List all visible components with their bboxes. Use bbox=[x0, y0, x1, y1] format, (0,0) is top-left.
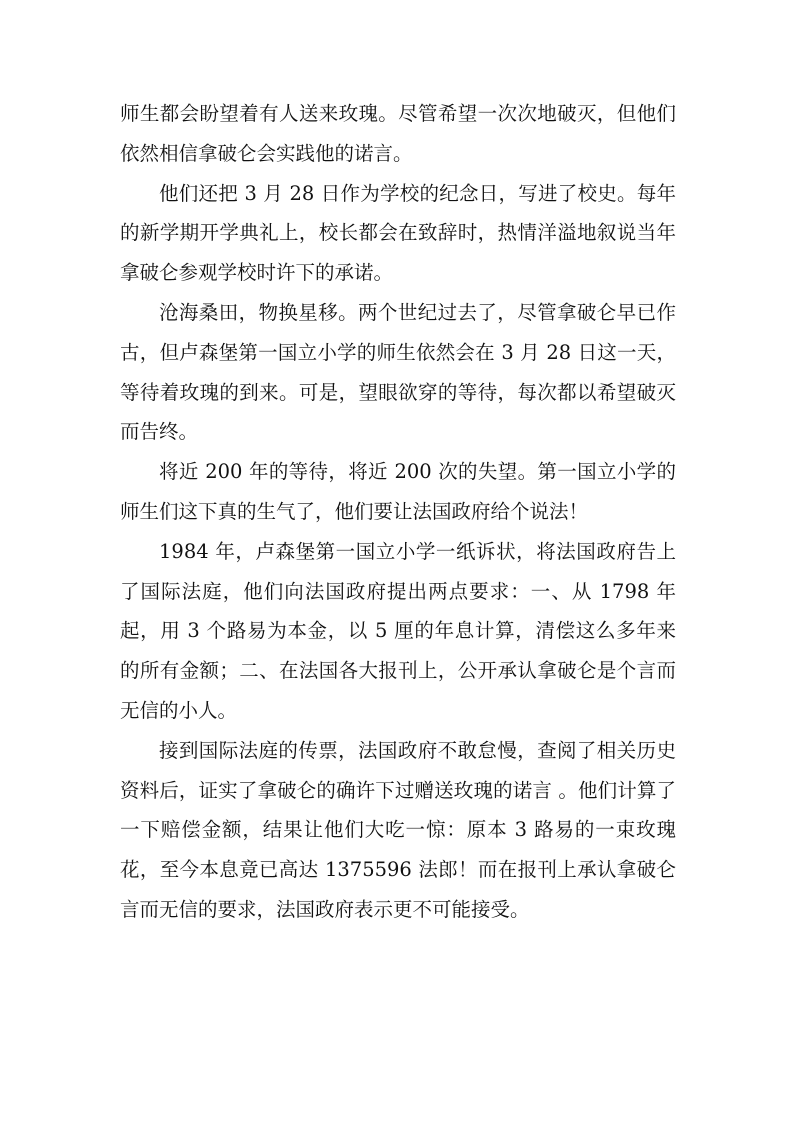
paragraph-2: 他们还把 3 月 28 日作为学校的纪念日，写进了校史。每年的新学期开学典礼上，校长都会在致辞时，热情洋溢地叙说当年拿破仑参观学校时许下的承诺。 bbox=[120, 181, 676, 285]
document-page bbox=[120, 94, 676, 930]
paragraph-4: 将近 200 年的等待，将近 200 次的失望。第一国立小学的师生们这下真的生气了，他们要让法国政府给个说法！ bbox=[120, 460, 676, 523]
paragraph-5: 1984 年，卢森堡第一国立小学一纸诉状，将法国政府告上了国际法庭，他们向法国政府提出两点要求：一、从 1798 年起，用 3 个路易为本金，以 5 厘的年息计算，清偿这么多年来的所有金额；二、在法国各大报刊上，公开承认拿破仑是个言而无信的小人。 bbox=[120, 539, 676, 722]
paragraph-1: 师生都会盼望着有人送来玫瑰。尽管希望一次次地破灭，但他们依然相信拿破仑会实践他的诺言。 bbox=[120, 102, 676, 165]
paragraph-6: 接到国际法庭的传票，法国政府不敢怠慢，查阅了相关历史资料后，证实了拿破仑的确许下过赠送玫瑰的诺言 。他们计算了一下赔偿金额，结果让他们大吃一惊：原本 3 路易的一束玫瑰花，至今本息竟已高达 1375596 法郎！而在报刊上承认拿破仑言而无信的要求，法国政府表示更不可能接受。 bbox=[120, 738, 676, 921]
paragraph-3: 沧海桑田，物换星移。两个世纪过去了，尽管拿破仑早已作古，但卢森堡第一国立小学的师生依然会在 3 月 28 日这一天，等待着玫瑰的到来。可是，望眼欲穿的等待，每次都以希望破灭而告终。 bbox=[120, 300, 676, 444]
